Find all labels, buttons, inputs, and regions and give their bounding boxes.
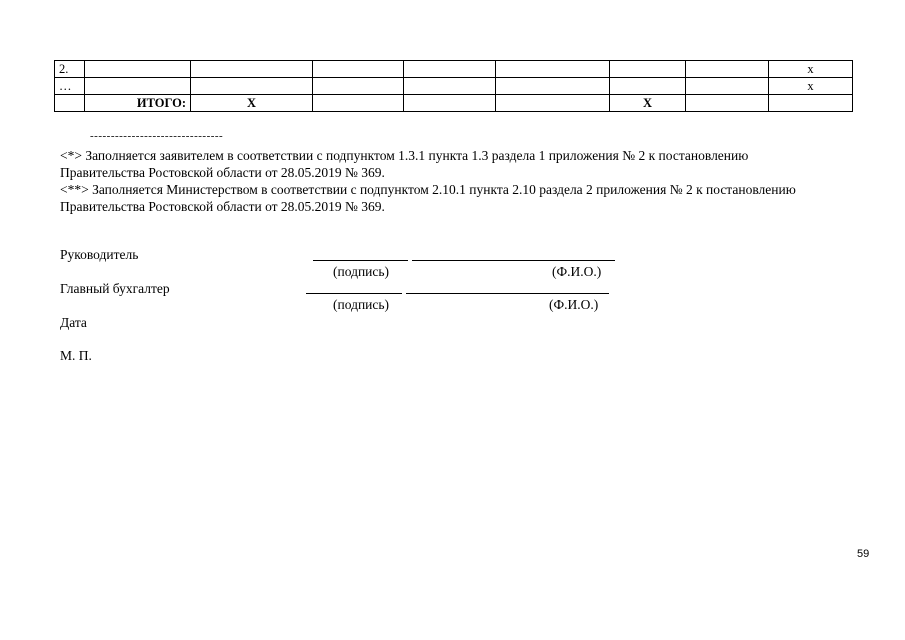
accountant-name-line bbox=[406, 293, 609, 294]
table-cell bbox=[686, 78, 769, 95]
table-cell bbox=[313, 78, 404, 95]
accountant-signature-line bbox=[306, 293, 402, 294]
table-cell bbox=[496, 78, 610, 95]
footnote-text: <*> Заполняется заявителем в соответствии с подпунктом 1.3.1 пункта 1.3 раздела 1 приложения № 2 к постановлению bbox=[60, 148, 749, 163]
table-cell bbox=[404, 78, 496, 95]
table-cell: x bbox=[769, 61, 853, 78]
accountant-name-caption: (Ф.И.О.) bbox=[549, 297, 599, 312]
table-cell: … bbox=[55, 78, 85, 95]
table-cell: X bbox=[610, 95, 686, 112]
summary-table bbox=[54, 60, 853, 112]
date-label: Дата bbox=[60, 315, 87, 330]
table-cell bbox=[85, 61, 191, 78]
head-name-line bbox=[412, 260, 615, 261]
table-cell bbox=[55, 95, 85, 112]
head-signature-caption: (подпись) bbox=[333, 264, 390, 279]
footnote-applicant bbox=[60, 147, 868, 181]
table-cell bbox=[191, 61, 313, 78]
table-cell bbox=[610, 78, 686, 95]
head-label: Руководитель bbox=[60, 247, 139, 262]
table-cell bbox=[686, 95, 769, 112]
table-cell bbox=[610, 61, 686, 78]
accountant-signature-caption: (подпись) bbox=[333, 297, 390, 312]
footnote-text: Правительства Ростовской области от 28.05.2019 № 369. bbox=[60, 199, 385, 214]
footnote-text: Правительства Ростовской области от 28.05.2019 № 369. bbox=[60, 165, 385, 180]
table-cell bbox=[404, 95, 496, 112]
table-cell bbox=[686, 61, 769, 78]
table-cell bbox=[404, 61, 496, 78]
table-cell bbox=[191, 78, 313, 95]
accountant-label: Главный бухгалтер bbox=[60, 281, 170, 296]
table-row-total bbox=[55, 95, 853, 112]
footnote-ministry bbox=[60, 181, 868, 215]
table-cell: x bbox=[769, 78, 853, 95]
total-label: ИТОГО: bbox=[85, 95, 191, 112]
stamp-label: М. П. bbox=[60, 348, 92, 363]
table-cell bbox=[496, 95, 610, 112]
table-cell bbox=[85, 78, 191, 95]
table-row bbox=[55, 78, 853, 95]
table-cell bbox=[496, 61, 610, 78]
table-cell bbox=[769, 95, 853, 112]
table-row bbox=[55, 61, 853, 78]
table-cell: X bbox=[191, 95, 313, 112]
head-signature-line bbox=[313, 260, 408, 261]
footnote-text: <**> Заполняется Министерством в соответствии с подпунктом 2.10.1 пункта 2.10 раздела 2 приложения № 2 к постановлению bbox=[60, 182, 796, 197]
table-cell bbox=[313, 61, 404, 78]
table-cell bbox=[313, 95, 404, 112]
footnote-separator: -------------------------------- bbox=[90, 130, 224, 142]
page-number: 59 bbox=[857, 548, 870, 560]
head-name-caption: (Ф.И.О.) bbox=[552, 264, 602, 279]
table-cell: 2. bbox=[55, 61, 85, 78]
